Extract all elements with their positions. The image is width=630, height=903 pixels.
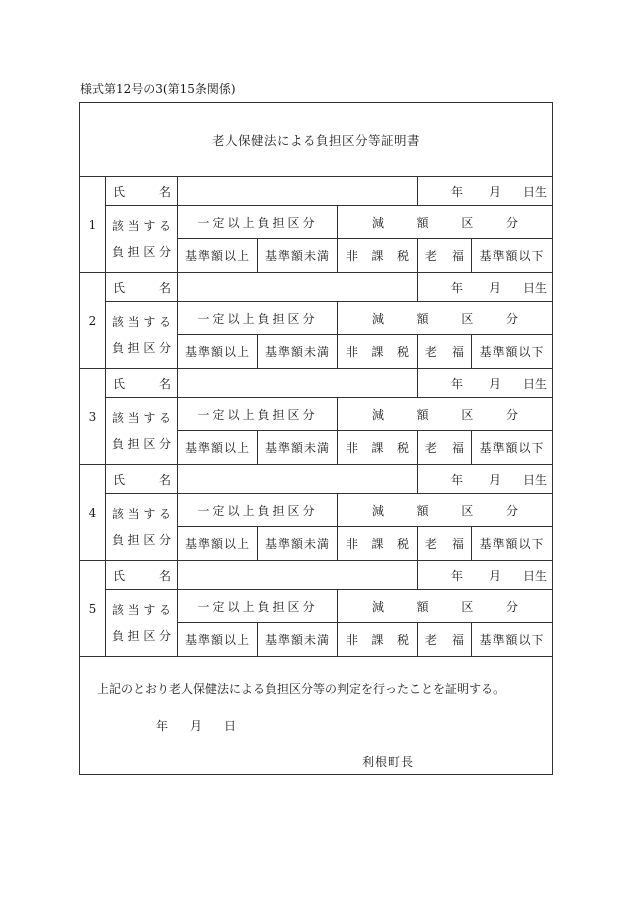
group-high-burden: 一定以上負担区分 xyxy=(178,398,338,431)
option-above-standard[interactable]: 基準額以上 xyxy=(178,527,258,560)
day-born-label: 日生 xyxy=(522,472,547,487)
category-label-line2: 負担区分 xyxy=(112,629,171,643)
group-reduction-char: 減 xyxy=(372,503,385,518)
group-reduction-char: 分 xyxy=(505,503,518,518)
entry-row xyxy=(80,560,552,656)
entry-row xyxy=(80,176,552,272)
group-reduction-char: 額 xyxy=(416,215,429,230)
group-reduction-char: 区 xyxy=(461,215,474,230)
month-label: 月 xyxy=(488,280,501,295)
option-elderly-welfare-char: 老 xyxy=(425,537,438,551)
group-reduction-char: 額 xyxy=(416,311,429,326)
option-tax-exempt[interactable] xyxy=(338,335,418,368)
group-reduction xyxy=(338,494,552,527)
certification-footer xyxy=(80,656,552,775)
entries-table xyxy=(80,176,552,656)
option-tax-exempt-char: 非 xyxy=(346,441,359,455)
group-reduction-char: 分 xyxy=(505,599,518,614)
group-reduction-char: 減 xyxy=(372,215,385,230)
option-tax-exempt-char: 税 xyxy=(396,345,409,359)
option-below-standard[interactable]: 基準額未満 xyxy=(258,431,338,464)
group-reduction xyxy=(338,302,552,335)
date-month-label: 月 xyxy=(190,719,203,733)
group-reduction-char: 額 xyxy=(416,407,429,422)
day-born-label: 日生 xyxy=(522,280,547,295)
category-label-line2: 負担区分 xyxy=(112,341,171,355)
date-year-label: 年 xyxy=(156,719,169,733)
group-reduction-char: 減 xyxy=(372,407,385,422)
name-label xyxy=(106,465,178,494)
group-reduction xyxy=(338,398,552,431)
option-tax-exempt-char: 課 xyxy=(371,537,384,551)
name-field[interactable] xyxy=(178,369,418,398)
group-reduction xyxy=(338,206,552,239)
option-tax-exempt[interactable] xyxy=(338,431,418,464)
certificate-form xyxy=(79,102,553,775)
group-reduction-char: 額 xyxy=(416,503,429,518)
option-tax-exempt-char: 非 xyxy=(346,633,359,647)
option-tax-exempt-char: 税 xyxy=(396,441,409,455)
option-below-standard[interactable]: 基準額未満 xyxy=(258,335,338,368)
month-label: 月 xyxy=(488,376,501,391)
group-reduction-char: 分 xyxy=(505,407,518,422)
option-elderly-welfare-char: 老 xyxy=(425,441,438,455)
option-at-or-below-standard[interactable]: 基準額以下 xyxy=(479,537,545,551)
entry-number: 4 xyxy=(80,465,106,560)
option-elderly-welfare[interactable] xyxy=(418,623,472,656)
name-label-char: 名 xyxy=(158,568,171,583)
name-field[interactable] xyxy=(178,273,418,302)
name-label xyxy=(106,561,178,590)
group-reduction-char: 区 xyxy=(461,599,474,614)
name-label-char: 名 xyxy=(158,184,171,199)
option-at-or-below-standard[interactable]: 基準額以下 xyxy=(479,249,545,263)
entry-row xyxy=(80,368,552,464)
name-label-char: 氏 xyxy=(113,280,126,295)
option-tax-exempt-char: 課 xyxy=(371,633,384,647)
option-at-or-below-standard[interactable]: 基準額以下 xyxy=(479,441,545,455)
option-above-standard[interactable]: 基準額以上 xyxy=(178,431,258,464)
option-above-standard[interactable]: 基準額以上 xyxy=(178,335,258,368)
category-label-line1: 該当する xyxy=(112,603,171,617)
group-reduction xyxy=(338,590,552,623)
year-label: 年 xyxy=(450,184,463,199)
option-elderly-welfare-char: 老 xyxy=(425,345,438,359)
month-label: 月 xyxy=(488,184,501,199)
group-reduction-char: 分 xyxy=(505,215,518,230)
option-above-standard[interactable]: 基準額以上 xyxy=(178,239,258,272)
name-field[interactable] xyxy=(178,465,418,494)
category-label xyxy=(106,302,178,368)
option-tax-exempt-char: 非 xyxy=(346,249,359,263)
group-reduction-char: 分 xyxy=(505,311,518,326)
option-tax-exempt-char: 課 xyxy=(371,345,384,359)
entry-row xyxy=(80,464,552,560)
category-label xyxy=(106,398,178,464)
name-label-char: 氏 xyxy=(113,568,126,583)
group-reduction-char: 減 xyxy=(372,599,385,614)
option-elderly-welfare[interactable] xyxy=(418,335,472,368)
group-high-burden: 一定以上負担区分 xyxy=(178,206,338,239)
category-label xyxy=(106,206,178,272)
option-elderly-welfare-char: 福 xyxy=(451,633,464,647)
option-tax-exempt-char: 非 xyxy=(346,345,359,359)
option-elderly-welfare[interactable] xyxy=(418,431,472,464)
name-label-char: 名 xyxy=(158,472,171,487)
birthdate-field[interactable] xyxy=(418,369,552,398)
category-label-line2: 負担区分 xyxy=(112,533,171,547)
name-label xyxy=(106,177,178,206)
day-born-label: 日生 xyxy=(522,568,547,583)
year-label: 年 xyxy=(450,376,463,391)
option-elderly-welfare-char: 福 xyxy=(451,345,464,359)
month-label: 月 xyxy=(488,472,501,487)
entry-number: 5 xyxy=(80,561,106,656)
day-born-label: 日生 xyxy=(522,376,547,391)
option-tax-exempt-char: 税 xyxy=(396,633,409,647)
option-at-or-below-standard[interactable]: 基準額以下 xyxy=(479,345,545,359)
option-elderly-welfare[interactable] xyxy=(418,527,472,560)
option-above-standard[interactable]: 基準額以上 xyxy=(178,623,258,656)
option-elderly-welfare-char: 老 xyxy=(425,249,438,263)
option-tax-exempt-char: 税 xyxy=(396,249,409,263)
group-reduction-char: 区 xyxy=(461,311,474,326)
name-label-char: 氏 xyxy=(113,472,126,487)
option-tax-exempt[interactable] xyxy=(338,527,418,560)
birthdate-field[interactable] xyxy=(418,465,552,494)
entry-number: 1 xyxy=(80,177,106,272)
option-below-standard[interactable]: 基準額未満 xyxy=(258,239,338,272)
entry-number: 3 xyxy=(80,369,106,464)
option-elderly-welfare-char: 福 xyxy=(451,537,464,551)
option-below-standard[interactable]: 基準額未満 xyxy=(258,527,338,560)
group-high-burden: 一定以上負担区分 xyxy=(178,494,338,527)
name-field[interactable] xyxy=(178,561,418,590)
day-born-label: 日生 xyxy=(522,184,547,199)
option-elderly-welfare-char: 福 xyxy=(451,441,464,455)
option-elderly-welfare-char: 福 xyxy=(451,249,464,263)
option-below-standard[interactable]: 基準額未満 xyxy=(258,623,338,656)
entry-number: 2 xyxy=(80,273,106,368)
option-tax-exempt-char: 課 xyxy=(371,249,384,263)
category-label-line2: 負担区分 xyxy=(112,437,171,451)
option-tax-exempt-char: 課 xyxy=(371,441,384,455)
name-label-char: 名 xyxy=(158,280,171,295)
issue-date xyxy=(156,717,236,734)
option-tax-exempt[interactable] xyxy=(338,623,418,656)
category-label xyxy=(106,494,178,560)
option-tax-exempt[interactable] xyxy=(338,239,418,272)
group-reduction-char: 区 xyxy=(461,503,474,518)
year-label: 年 xyxy=(450,568,463,583)
name-label-char: 氏 xyxy=(113,184,126,199)
entry-row xyxy=(80,272,552,368)
name-label xyxy=(106,273,178,302)
birthdate-field[interactable] xyxy=(418,273,552,302)
birthdate-field[interactable] xyxy=(418,561,552,590)
option-elderly-welfare-char: 老 xyxy=(425,633,438,647)
year-label: 年 xyxy=(450,280,463,295)
category-label-line1: 該当する xyxy=(112,315,171,329)
option-tax-exempt-char: 税 xyxy=(396,537,409,551)
category-label-line1: 該当する xyxy=(112,411,171,425)
group-reduction-char: 区 xyxy=(461,407,474,422)
group-reduction-char: 額 xyxy=(416,599,429,614)
option-elderly-welfare[interactable] xyxy=(418,239,472,272)
form-number-label: 様式第12号の3(第15条関係) xyxy=(80,82,236,96)
option-tax-exempt-char: 非 xyxy=(346,537,359,551)
name-label xyxy=(106,369,178,398)
group-high-burden: 一定以上負担区分 xyxy=(178,590,338,623)
birthdate-field[interactable] xyxy=(418,177,552,206)
category-label-line1: 該当する xyxy=(112,507,171,521)
document-title: 老人保健法による負担区分等証明書 xyxy=(211,133,420,148)
name-field[interactable] xyxy=(178,177,418,206)
group-reduction-char: 減 xyxy=(372,311,385,326)
option-at-or-below-standard[interactable]: 基準額以下 xyxy=(479,633,545,647)
issuer-title: 利根町長 xyxy=(362,755,415,769)
month-label: 月 xyxy=(488,568,501,583)
name-label-char: 名 xyxy=(158,376,171,391)
category-label xyxy=(106,590,178,656)
year-label: 年 xyxy=(450,472,463,487)
group-high-burden: 一定以上負担区分 xyxy=(178,302,338,335)
category-label-line2: 負担区分 xyxy=(112,245,171,259)
category-label-line1: 該当する xyxy=(112,219,171,233)
date-day-label: 日 xyxy=(224,719,237,733)
name-label-char: 氏 xyxy=(113,376,126,391)
certification-statement: 上記のとおり老人保健法による負担区分等の判定を行ったことを証明する。 xyxy=(97,682,506,696)
